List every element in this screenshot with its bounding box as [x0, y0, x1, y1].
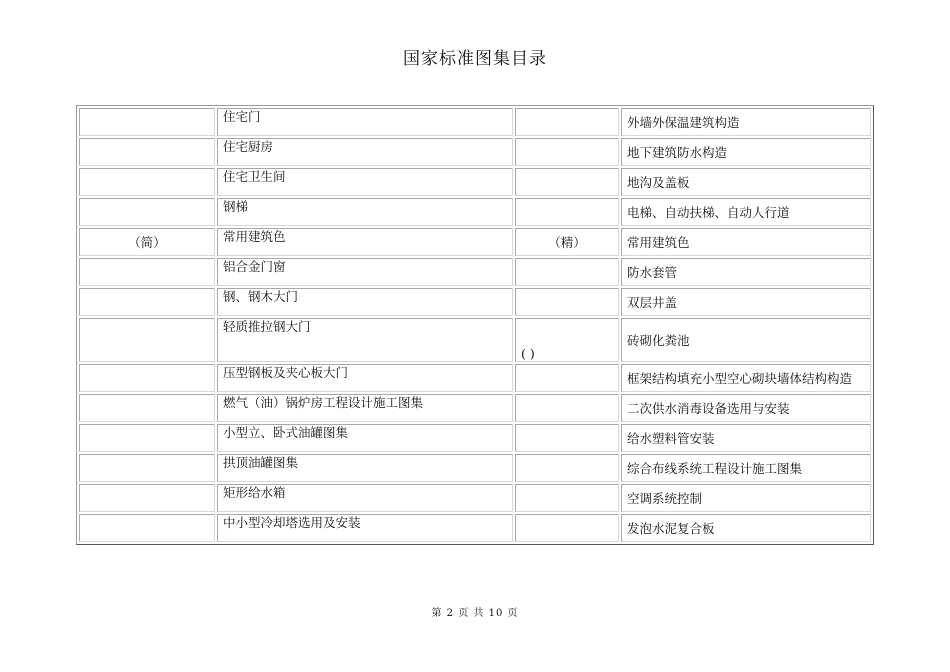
right-title-cell: 综合布线系统工程设计施工图集	[621, 454, 871, 482]
left-code-cell	[79, 364, 215, 392]
left-code-cell	[79, 108, 215, 136]
catalog-table	[76, 105, 874, 545]
right-title-cell: 二次供水消毒设备选用与安装	[621, 394, 871, 422]
left-title-cell: 住宅厨房	[217, 138, 513, 166]
left-title-cell: 拱顶油罐图集	[217, 454, 513, 482]
table-row	[79, 424, 871, 452]
left-title-cell: 轻质推拉钢大门	[217, 318, 513, 362]
right-code-cell	[515, 138, 619, 166]
table-row	[79, 228, 871, 256]
right-title-cell: 地下建筑防水构造	[621, 138, 871, 166]
right-code-cell	[515, 198, 619, 226]
right-title-cell: 砖砌化粪池	[621, 318, 871, 362]
right-title-cell: 电梯、自动扶梯、自动人行道	[621, 198, 871, 226]
right-code-cell	[515, 288, 619, 316]
table-row	[79, 454, 871, 482]
table-row	[79, 168, 871, 196]
table-row	[79, 394, 871, 422]
left-code-cell	[79, 288, 215, 316]
right-code-cell: （精）	[515, 228, 619, 256]
right-title-cell: 空调系统控制	[621, 484, 871, 512]
left-code-cell	[79, 198, 215, 226]
left-title-cell: 住宅门	[217, 108, 513, 136]
right-title-cell: 给水塑料管安装	[621, 424, 871, 452]
page-footer: 第 2 页 共 10 页	[431, 608, 519, 619]
right-code-cell	[515, 258, 619, 286]
left-title-cell: 矩形给水箱	[217, 484, 513, 512]
left-code-cell	[79, 484, 215, 512]
left-title-cell: 小型立、卧式油罐图集	[217, 424, 513, 452]
right-title-cell: 发泡水泥复合板	[621, 514, 871, 542]
table-row	[79, 514, 871, 542]
right-code-cell	[515, 424, 619, 452]
right-title-cell: 框架结构填充小型空心砌块墙体结构构造	[621, 364, 871, 392]
right-title-cell: 常用建筑色	[621, 228, 871, 256]
table-row	[79, 138, 871, 166]
left-code-cell: （简）	[79, 228, 215, 256]
left-title-cell: 钢梯	[217, 198, 513, 226]
right-code-cell	[515, 514, 619, 542]
table-row	[79, 318, 871, 362]
right-code-cell	[515, 168, 619, 196]
right-title-cell: 外墙外保温建筑构造	[621, 108, 871, 136]
right-title-cell: 地沟及盖板	[621, 168, 871, 196]
table-row	[79, 288, 871, 316]
right-code-cell	[515, 364, 619, 392]
left-title-cell: 钢、钢木大门	[217, 288, 513, 316]
right-code-cell	[515, 394, 619, 422]
table-row	[79, 484, 871, 512]
left-title-cell: 压型钢板及夹心板大门	[217, 364, 513, 392]
table-row	[79, 364, 871, 392]
left-title-cell: 中小型冷却塔选用及安装	[217, 514, 513, 542]
left-code-cell	[79, 394, 215, 422]
page-title: 国家标准图集目录	[403, 49, 547, 69]
left-code-cell	[79, 138, 215, 166]
left-code-cell	[79, 514, 215, 542]
left-title-cell: 燃气（油）锅炉房工程设计施工图集	[217, 394, 513, 422]
right-title-cell: 防水套管	[621, 258, 871, 286]
table-row	[79, 108, 871, 136]
right-code-cell	[515, 108, 619, 136]
right-code-cell: ( )	[515, 318, 619, 362]
table-row	[79, 258, 871, 286]
left-code-cell	[79, 454, 215, 482]
left-title-cell: 铝合金门窗	[217, 258, 513, 286]
left-title-cell: 常用建筑色	[217, 228, 513, 256]
left-code-cell	[79, 168, 215, 196]
table-row	[79, 198, 871, 226]
left-code-cell	[79, 258, 215, 286]
right-code-cell	[515, 484, 619, 512]
right-title-cell: 双层井盖	[621, 288, 871, 316]
left-code-cell	[79, 318, 215, 362]
left-title-cell: 住宅卫生间	[217, 168, 513, 196]
left-code-cell	[79, 424, 215, 452]
right-code-cell	[515, 454, 619, 482]
